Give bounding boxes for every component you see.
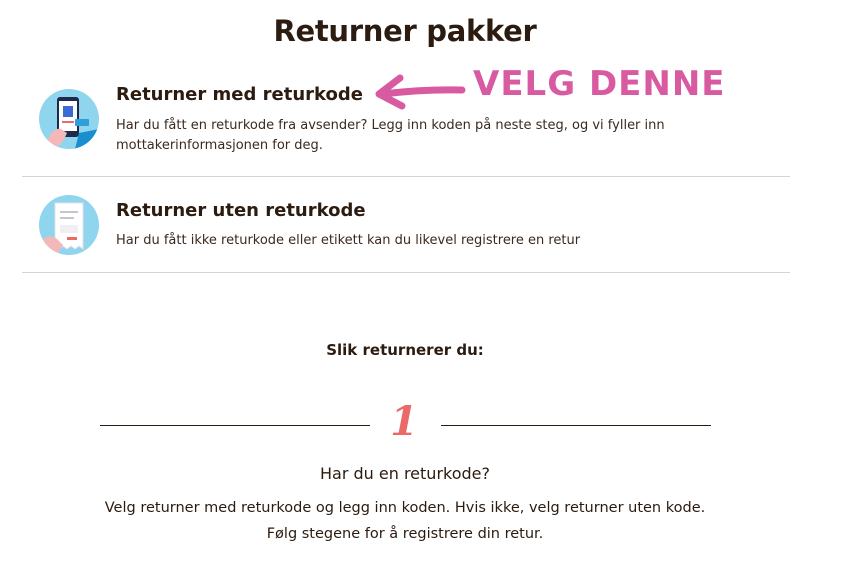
step-text: [0, 495, 810, 547]
step-number: 1: [390, 398, 418, 445]
option-description: Har du fått ikke returkode eller etikett kan du likevel registrere en retur: [116, 233, 581, 248]
receipt-label-icon: [39, 195, 99, 255]
step-text-line: Følg stegene for å registrere din retur.: [266, 526, 544, 542]
page-title: Returner pakker: [273, 14, 537, 48]
step-text-line: Velg returner med returkode og legg inn koden. Hvis ikke, velg returner uten kode.: [104, 500, 706, 516]
divider-left: [100, 425, 370, 426]
phone-return-code-icon: [39, 89, 99, 149]
divider: [22, 176, 790, 177]
option-title: Returner uten returkode: [116, 200, 366, 221]
annotation-label: VELG DENNE: [473, 64, 726, 104]
pointer-arrow-icon: [374, 72, 466, 112]
divider-right: [441, 425, 711, 426]
option-title: Returner med returkode: [116, 84, 363, 105]
how-to-title: Slik returnerer du:: [326, 341, 484, 359]
option-description: Har du fått en returkode fra avsender? Legg inn koden på neste steg, og vi fyller inn mottakerinformasjonen for deg.: [116, 118, 665, 153]
step-title: Har du en returkode?: [320, 464, 490, 483]
option-return-without-code[interactable]: [22, 194, 790, 264]
divider: [22, 272, 790, 273]
